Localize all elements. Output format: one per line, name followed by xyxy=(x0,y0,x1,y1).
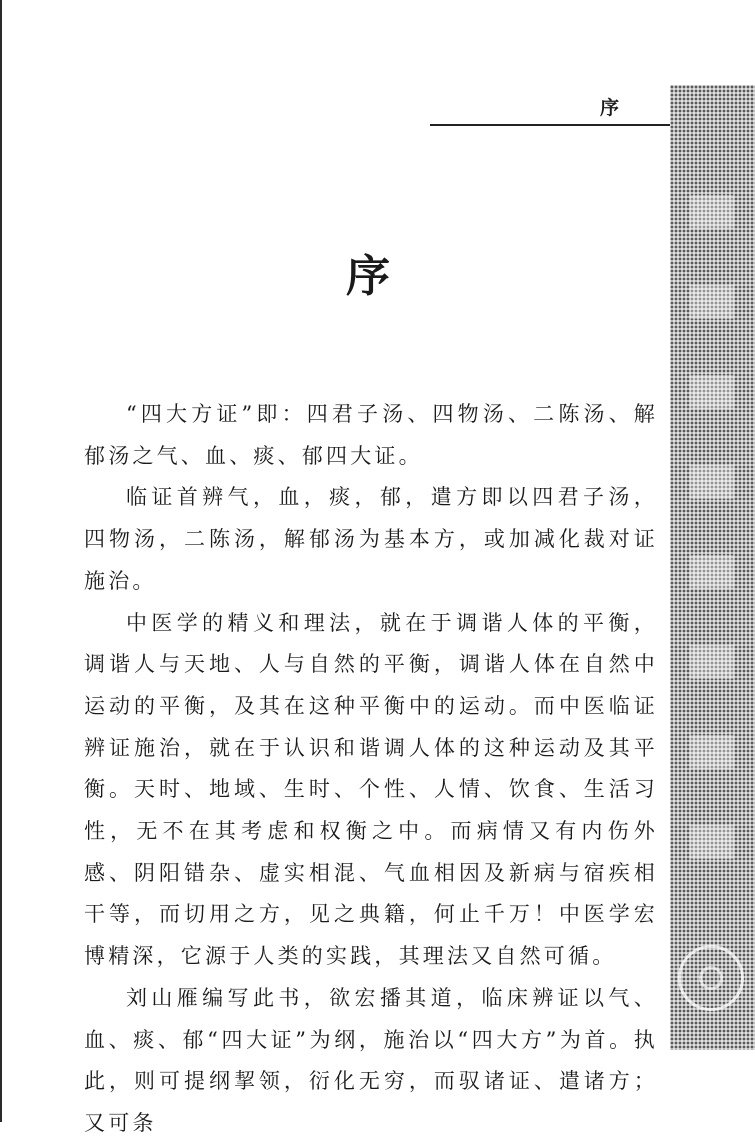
strip-mark xyxy=(690,375,734,409)
strip-mark xyxy=(690,645,734,679)
strip-mark xyxy=(690,195,734,229)
paragraph: “四大方证”即：四君子汤、四物汤、二陈汤、解郁汤之气、血、痰、郁四大证。 xyxy=(84,402,658,468)
circle-tab-icon xyxy=(678,945,744,1011)
paragraph: 中医学的精义和理法，就在于调谐人体的平衡，调谐人与天地、人与自然的平衡，调谐人体在自然中运动的平衡，及其在这种平衡中的运动。而中医临证辨证施治，就在于认识和谐调人体的这种运动及其平衡。天时、地域、生时、个性、人情、饮食、生活习性，无不在其考虑和权衡之中。而病情又有内伤外感、阴阳错杂、虚实相混、气血相因及新病与宿疾相干等，而切用之方，见之典籍，何止千万！中医学宏博精深，它源于人类的实践，其理法又自然可循。 xyxy=(84,610,658,969)
page-left-edge xyxy=(0,0,2,1122)
header-rule xyxy=(430,124,675,126)
strip-mark xyxy=(690,825,734,859)
paragraph: 临证首辨气，血，痰，郁，遣方即以四君子汤，四物汤，二陈汤，解郁汤为基本方，或加减化裁对证施治。 xyxy=(84,485,658,593)
running-head: 序 xyxy=(600,97,621,119)
strip-mark xyxy=(690,465,734,499)
strip-mark xyxy=(690,735,734,769)
preface-body xyxy=(84,394,658,1145)
decorative-side-strip xyxy=(670,85,755,1050)
paragraph: 刘山雁编写此书，欲宏播其道，临床辨证以气、血、痰、郁“四大证”为纲，施治以“四大方”为首。执此，则可提纲挈领，衍化无穷，而驭诸证、遣诸方；又可条 xyxy=(84,985,658,1135)
page-title: 序 xyxy=(346,251,394,302)
strip-mark xyxy=(690,555,734,589)
